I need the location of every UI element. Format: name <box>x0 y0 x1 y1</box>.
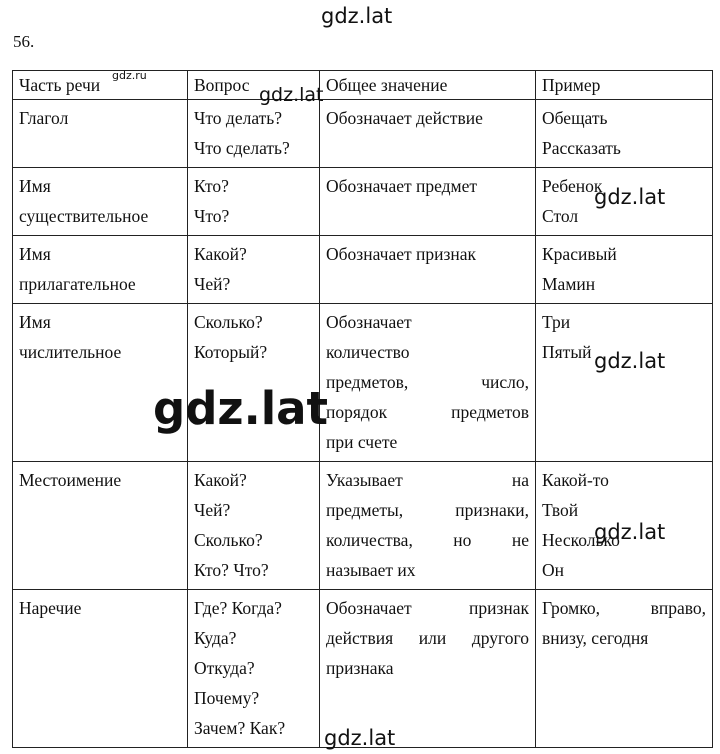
header-cell: Часть речи <box>13 71 188 100</box>
header-cell: Вопрос <box>188 71 320 100</box>
cell-line: при счете <box>326 432 398 452</box>
cell-line: Обозначает предмет <box>326 176 478 196</box>
part-cell <box>13 168 188 236</box>
table-row <box>13 304 713 462</box>
cell-line: Твой <box>542 500 579 520</box>
cell-line: Кто? Что? <box>194 560 269 580</box>
table-row <box>13 100 713 168</box>
cell-line: Мамин <box>542 274 596 294</box>
cell-line: Сколько? <box>194 312 263 332</box>
meaning-cell <box>320 590 536 748</box>
cell-line: Громко, вправо, <box>542 598 706 618</box>
cell-line: Ребенок <box>542 176 603 196</box>
cell-line: Пятый <box>542 342 592 362</box>
table-row <box>13 236 713 304</box>
question-cell <box>188 590 320 748</box>
cell-line: Глагол <box>19 108 69 128</box>
cell-line: Что сделать? <box>194 138 290 158</box>
cell-line: Зачем? Как? <box>194 718 286 738</box>
cell-line: Чей? <box>194 500 231 520</box>
cell-line: Он <box>542 560 565 580</box>
cell-line: действия или другого <box>326 628 529 648</box>
cell-line: Имя <box>19 244 51 264</box>
part-cell <box>13 236 188 304</box>
cell-line: Местоимение <box>19 470 122 490</box>
cell-line: Обозначает признак <box>326 598 529 618</box>
cell-line: Что? <box>194 206 230 226</box>
cell-line: Обозначает <box>326 312 412 332</box>
exercise-number: 56. <box>13 32 35 51</box>
cell-line: Указывает на <box>326 470 529 490</box>
cell-line: Имя <box>19 312 51 332</box>
cell-line: Чей? <box>194 274 231 294</box>
table-row <box>13 590 713 748</box>
part-cell <box>13 590 188 748</box>
watermark-right-3: gdz.lat <box>594 520 666 544</box>
meaning-cell <box>320 100 536 168</box>
part-cell <box>13 462 188 590</box>
cell-line: Обозначает действие <box>326 108 483 128</box>
example-cell <box>536 100 713 168</box>
watermark-bottom: gdz.lat <box>324 726 396 750</box>
watermark-big: gdz.lat <box>153 382 329 435</box>
cell-line: количества, но не <box>326 530 529 550</box>
cell-line: порядок предметов <box>326 402 529 422</box>
meaning-cell <box>320 168 536 236</box>
watermark-over-question: gdz.lat <box>259 84 324 106</box>
question-cell <box>188 100 320 168</box>
cell-line: Где? Когда? <box>194 598 282 618</box>
cell-line: Какой-то <box>542 470 609 490</box>
parts-of-speech-table <box>12 70 713 748</box>
cell-line: Три <box>542 312 571 332</box>
cell-line: Обозначает признак <box>326 244 477 264</box>
header-cell: Общее значение <box>320 71 536 100</box>
part-cell <box>13 100 188 168</box>
cell-line: внизу, сегодня <box>542 628 649 648</box>
cell-line: Какой? <box>194 244 247 264</box>
cell-line: признака <box>326 658 394 678</box>
cell-line: числительное <box>19 342 122 362</box>
cell-line: Что делать? <box>194 108 283 128</box>
meaning-cell <box>320 462 536 590</box>
example-cell <box>536 304 713 462</box>
header-cell: Пример <box>536 71 713 100</box>
question-cell <box>188 462 320 590</box>
meaning-cell <box>320 304 536 462</box>
cell-line: Стол <box>542 206 579 226</box>
watermark-right-2: gdz.lat <box>594 349 666 373</box>
cell-line: существительное <box>19 206 149 226</box>
watermark-right-1: gdz.lat <box>594 185 666 209</box>
watermark-top: gdz.lat <box>321 4 393 28</box>
cell-line: количество <box>326 342 410 362</box>
cell-line: предметы, признаки, <box>326 500 529 520</box>
cell-line: Почему? <box>194 688 260 708</box>
cell-line: прилагательное <box>19 274 136 294</box>
cell-line: Сколько? <box>194 530 263 550</box>
cell-line: предметов, число, <box>326 372 529 392</box>
cell-line: Кто? <box>194 176 229 196</box>
question-cell <box>188 236 320 304</box>
cell-line: Несколько <box>542 530 620 550</box>
cell-line: Откуда? <box>194 658 255 678</box>
watermark-small-ru: gdz.ru <box>112 69 147 82</box>
example-cell <box>536 236 713 304</box>
cell-line: Наречие <box>19 598 82 618</box>
cell-line: Имя <box>19 176 51 196</box>
example-cell <box>536 590 713 748</box>
cell-line: Красивый <box>542 244 617 264</box>
cell-line: Куда? <box>194 628 237 648</box>
meaning-cell <box>320 236 536 304</box>
cell-line: Какой? <box>194 470 247 490</box>
cell-line: Обещать <box>542 108 608 128</box>
cell-line: Рассказать <box>542 138 621 158</box>
cell-line: Который? <box>194 342 268 362</box>
question-cell <box>188 168 320 236</box>
cell-line: называет их <box>326 560 416 580</box>
